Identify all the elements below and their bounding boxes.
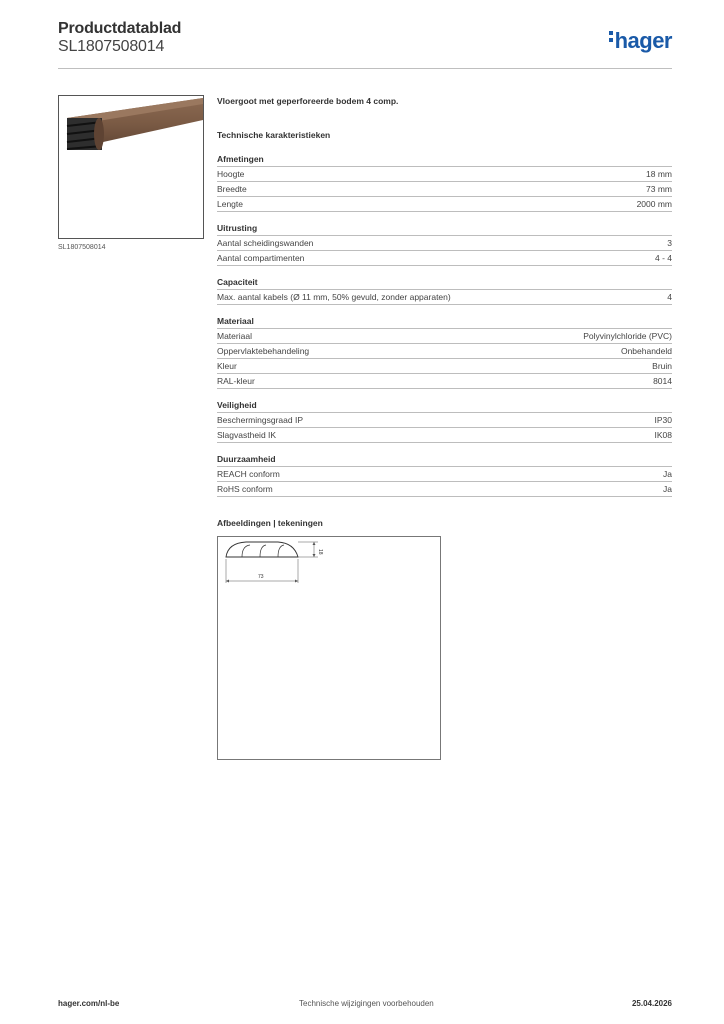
logo-dots-icon bbox=[609, 31, 613, 45]
spec-content bbox=[217, 96, 672, 508]
spec-label: Aantal scheidingswanden bbox=[217, 238, 314, 248]
technical-drawing bbox=[217, 536, 441, 760]
spec-value: 2000 mm bbox=[636, 199, 672, 209]
spec-label: Lengte bbox=[217, 199, 243, 209]
spec-value: Ja bbox=[663, 484, 672, 494]
spec-row bbox=[217, 428, 672, 443]
spec-row bbox=[217, 329, 672, 344]
spec-value: 73 mm bbox=[646, 184, 672, 194]
spec-label: Hoogte bbox=[217, 169, 245, 179]
spec-value: 3 bbox=[667, 238, 672, 248]
spec-value: Onbehandeld bbox=[620, 346, 672, 356]
spec-label: Max. aantal kabels (Ø 11 mm, 50% gevuld, zonder apparaten) bbox=[217, 292, 451, 302]
spec-label: REACH conform bbox=[217, 469, 280, 479]
product-code: SL1807508014 bbox=[58, 38, 165, 55]
spec-row bbox=[217, 413, 672, 428]
spec-value: 18 mm bbox=[646, 169, 672, 179]
spec-label: Beschermingsgraad IP bbox=[217, 415, 303, 425]
spec-value: Ja bbox=[663, 469, 672, 479]
cross-section-drawing bbox=[218, 537, 440, 759]
logo-text: hager bbox=[614, 28, 672, 53]
spec-value: Polyvinylchloride (PVC) bbox=[583, 331, 672, 341]
height-dimension-label: 18 bbox=[317, 549, 323, 555]
spec-section bbox=[217, 154, 672, 212]
section-title: Materiaal bbox=[217, 316, 672, 329]
photo-caption: SL1807508014 bbox=[58, 244, 106, 251]
header-divider bbox=[58, 68, 672, 69]
section-title: Veiligheid bbox=[217, 400, 672, 413]
spec-label: RAL-kleur bbox=[217, 376, 255, 386]
spec-label: Breedte bbox=[217, 184, 247, 194]
spec-value: 8014 bbox=[653, 376, 672, 386]
spec-value: Bruin bbox=[652, 361, 672, 371]
spec-row bbox=[217, 467, 672, 482]
spec-row bbox=[217, 251, 672, 266]
spec-row bbox=[217, 236, 672, 251]
spec-value: 4 bbox=[667, 292, 672, 302]
figures-title: Afbeeldingen | tekeningen bbox=[217, 518, 323, 528]
product-photo bbox=[58, 95, 204, 239]
spec-label: Aantal compartimenten bbox=[217, 253, 305, 263]
spec-section bbox=[217, 277, 672, 305]
spec-label: RoHS conform bbox=[217, 484, 273, 494]
footer-date: 25.04.2026 bbox=[631, 999, 672, 1008]
spec-row bbox=[217, 374, 672, 389]
footer-notice: Technische wijzigingen voorbehouden bbox=[299, 999, 434, 1008]
spec-section bbox=[217, 400, 672, 443]
spec-value: IK08 bbox=[654, 430, 672, 440]
section-title: Afmetingen bbox=[217, 154, 672, 167]
footer-website: hager.com/nl-be bbox=[58, 999, 120, 1008]
spec-row bbox=[217, 359, 672, 374]
spec-label: Slagvastheid IK bbox=[217, 430, 277, 440]
spec-row bbox=[217, 182, 672, 197]
spec-sections bbox=[217, 154, 672, 497]
section-title: Duurzaamheid bbox=[217, 454, 672, 467]
hager-logo bbox=[609, 28, 672, 54]
width-dimension-label: 73 bbox=[258, 574, 264, 580]
spec-value: IP30 bbox=[654, 415, 672, 425]
spec-section bbox=[217, 454, 672, 497]
spec-row bbox=[217, 482, 672, 497]
spec-row bbox=[217, 167, 672, 182]
page-title: Productdatablad bbox=[58, 20, 182, 37]
spec-row bbox=[217, 344, 672, 359]
spec-section bbox=[217, 223, 672, 266]
floor-trunking-image bbox=[59, 96, 203, 238]
spec-row bbox=[217, 197, 672, 212]
spec-label: Materiaal bbox=[217, 331, 252, 341]
spec-section bbox=[217, 316, 672, 389]
product-description: Vloergoot met geperforeerde bodem 4 comp. bbox=[217, 96, 399, 106]
section-title: Uitrusting bbox=[217, 223, 672, 236]
spec-label: Oppervlaktebehandeling bbox=[217, 346, 310, 356]
spec-value: 4 - 4 bbox=[654, 253, 672, 263]
spec-label: Kleur bbox=[217, 361, 237, 371]
section-title: Capaciteit bbox=[217, 277, 672, 290]
tech-heading: Technische karakteristieken bbox=[217, 130, 331, 140]
spec-row bbox=[217, 290, 672, 305]
